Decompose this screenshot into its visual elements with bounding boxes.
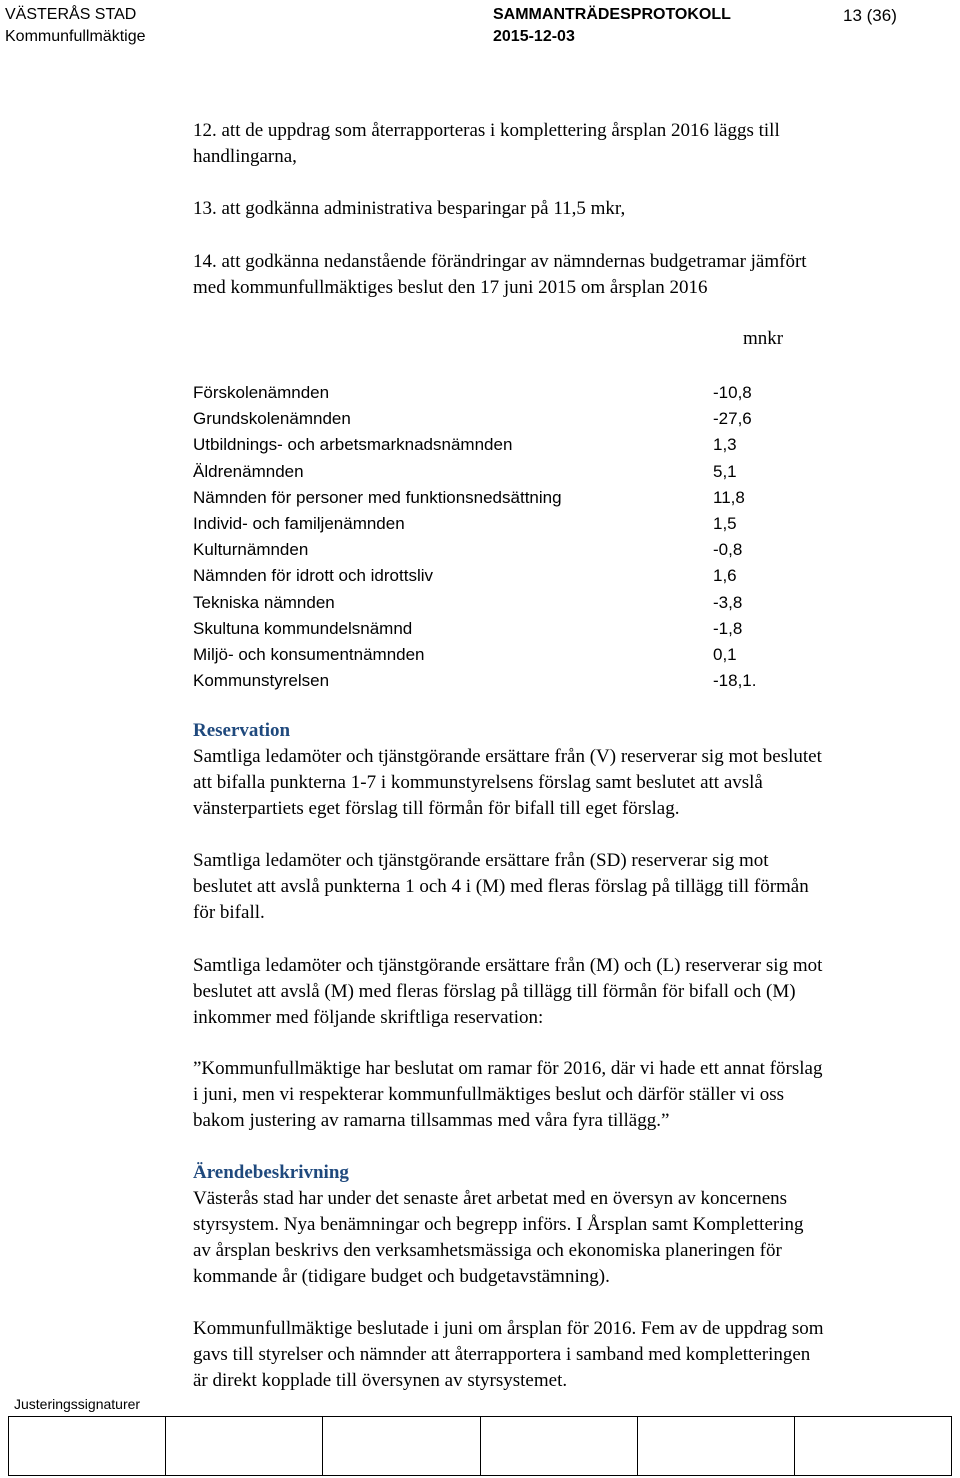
budget-row-name: Miljö- och konsumentnämnden: [193, 644, 425, 664]
budget-unit: mnkr: [743, 328, 784, 349]
budget-row-value: -18,1.: [713, 671, 757, 691]
text-line: i juni, men vi respekterar kommunfullmäktiges beslut och därför ställer vi oss: [193, 1084, 784, 1105]
item-12-line-2: handlingarna,: [193, 146, 297, 167]
reservation-heading: Reservation: [193, 720, 291, 741]
budget-row-value: -27,6: [713, 409, 752, 429]
budget-row-name: Tekniska nämnden: [193, 592, 335, 612]
budget-row-value: -0,8: [713, 540, 743, 560]
budget-row-name: Äldrenämnden: [193, 461, 304, 481]
signature-cell[interactable]: [9, 1417, 166, 1475]
arendebeskrivning-heading: Ärendebeskrivning: [193, 1162, 349, 1183]
signature-cell[interactable]: [323, 1417, 480, 1475]
budget-row-name: Nämnden för personer med funktionsnedsättning: [193, 487, 562, 507]
signature-cell[interactable]: [638, 1417, 795, 1475]
text-line: vänsterpartiets eget förslag till förmån för bifall till eget förslag.: [193, 798, 680, 819]
text-line: ”Kommunfullmäktige har beslutat om ramar för 2016, där vi hade ett annat förslag: [193, 1058, 823, 1079]
text-line: för bifall.: [193, 902, 265, 923]
budget-row-value: 1,5: [713, 513, 737, 533]
reservation-paragraph-sd: [193, 848, 809, 926]
budget-row-value: 1,6: [713, 566, 737, 586]
budget-row-value: 5,1: [713, 461, 737, 481]
header-body: Kommunfullmäktige: [5, 28, 146, 45]
reservation-paragraph-v: [193, 744, 822, 822]
text-line: av årsplan beskrivs den verksamhetsmässiga och ekonomiska planeringen för: [193, 1240, 782, 1261]
text-line: inkommer med följande skriftliga reservation:: [193, 1007, 544, 1028]
item-13: [193, 196, 625, 222]
reservation-paragraph-m-l: [193, 953, 822, 1031]
item-14: [193, 249, 807, 301]
reservation-quote: [193, 1056, 822, 1134]
budget-row-value: 11,8: [713, 487, 745, 507]
signature-cell[interactable]: [481, 1417, 638, 1475]
text-line: beslutet att avslå punkterna 1 och 4 i (M) med fleras förslag på tillägg till förmån: [193, 876, 809, 897]
text-line: Västerås stad har under det senaste året arbetat med en översyn av koncernens: [193, 1188, 788, 1209]
header-doc-type: SAMMANTRÄDESPROTOKOLL: [493, 6, 731, 23]
item-13-line-1: 13. att godkänna administrativa besparingar på 11,5 mkr,: [193, 198, 626, 219]
item-12-line-1: 12. att de uppdrag som återrapporteras i komplettering årsplan 2016 läggs till: [193, 120, 780, 141]
budget-row-name: Utbildnings- och arbetsmarknadsnämnden: [193, 435, 513, 455]
item-14-line-1: 14. att godkänna nedanstående förändringar av nämndernas budgetramar jämfört: [193, 251, 807, 272]
header-page-number: 13 (36): [843, 6, 897, 25]
budget-row-value: -3,8: [713, 592, 743, 612]
text-line: Kommunfullmäktige beslutade i juni om årsplan för 2016. Fem av de uppdrag som: [193, 1318, 824, 1339]
text-line: Samtliga ledamöter och tjänstgörande ersättare från (SD) reserverar sig mot: [193, 850, 769, 871]
text-line: bakom justering av ramarna tillsammas med våra fyra tillägg.”: [193, 1110, 670, 1131]
budget-row-value: 1,3: [713, 435, 737, 455]
budget-row-name: Förskolenämnden: [193, 383, 330, 402]
text-line: kommande år (tidigare budget och budgetavstämning).: [193, 1266, 610, 1287]
header-date: 2015-12-03: [493, 28, 575, 45]
budget-row-value: -10,8: [713, 383, 752, 402]
signature-cell[interactable]: [166, 1417, 323, 1475]
budget-row-name: Kulturnämnden: [193, 540, 309, 560]
budget-row-value: 0,1: [713, 644, 737, 664]
signature-box: [8, 1416, 952, 1476]
budget-row-name: Grundskolenämnden: [193, 409, 351, 429]
text-line: Samtliga ledamöter och tjänstgörande ersättare från (M) och (L) reserverar sig mot: [193, 955, 823, 976]
text-line: att bifalla punkterna 1-7 i kommunstyrelsens förslag samt beslutet att avslå: [193, 772, 763, 793]
text-line: gavs till styrelser och nämnder att återrapportera i samband med kompletteringen: [193, 1344, 811, 1365]
budget-row-name: Individ- och familjenämnden: [193, 513, 405, 533]
arendebeskrivning-paragraph-2: [193, 1316, 824, 1394]
text-line: är direkt kopplade till översynen av styrsystemet.: [193, 1370, 568, 1391]
signature-cell[interactable]: [795, 1417, 951, 1475]
arendebeskrivning-paragraph-1: [193, 1186, 804, 1290]
budget-row-name: Kommunstyrelsen: [193, 671, 330, 691]
text-line: Samtliga ledamöter och tjänstgörande ersättare från (V) reserverar sig mot beslutet: [193, 746, 822, 767]
budget-row-name: Nämnden för idrott och idrottsliv: [193, 566, 433, 586]
signatures-label: Justeringssignaturer: [14, 1396, 141, 1412]
budget-row-name: Skultuna kommundelsnämnd: [193, 618, 413, 638]
header-org: VÄSTERÅS STAD: [5, 6, 137, 23]
text-line: beslutet att avslå (M) med fleras förslag på tillägg till förmån för bifall och (M): [193, 981, 796, 1002]
budget-row-value: -1,8: [713, 618, 743, 638]
item-14-line-2: med kommunfullmäktiges beslut den 17 juni 2015 om årsplan 2016: [193, 277, 708, 298]
item-12: [193, 118, 780, 170]
text-line: styrsystem. Nya benämningar och begrepp införs. I Årsplan samt Komplettering: [193, 1214, 804, 1235]
